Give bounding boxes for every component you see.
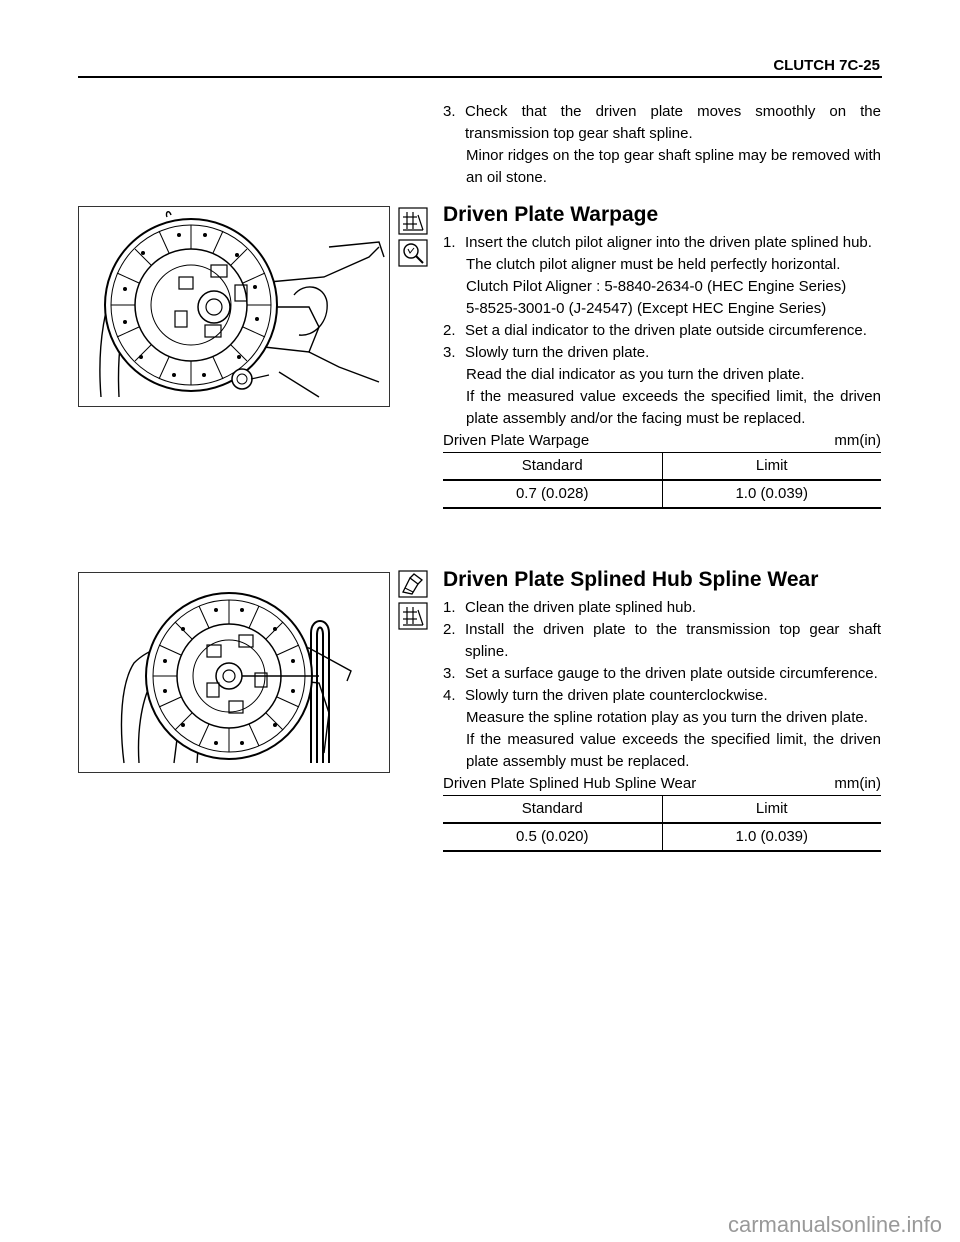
step-text: Set a surface gauge to the driven plate outside circumference. (465, 665, 878, 682)
step-text: Install the driven plate to the transmission top gear shaft spline. (465, 621, 881, 660)
spec-table-caption (443, 773, 881, 796)
table-row (443, 823, 881, 851)
spec-table (443, 796, 881, 852)
step-text: Insert the clutch pilot aligner into the driven plate splined hub. (465, 234, 872, 251)
spec-table (443, 453, 881, 509)
table-header: Standard (443, 453, 662, 480)
table-cell: 1.0 (0.039) (662, 823, 881, 851)
step-number: 2. (443, 621, 456, 638)
step-note: 5-8525-3001-0 (J-24547) (Except HEC Engine Series) (466, 300, 827, 317)
section-driven-plate-warpage (443, 201, 881, 509)
spec-table-caption (443, 430, 881, 453)
table-header-row (443, 453, 881, 480)
page-header (78, 56, 882, 78)
table-header: Limit (662, 796, 881, 823)
step-text: Check that the driven plate moves smoothly on the transmission top gear shaft spline. (465, 103, 881, 142)
spec-table-title: Driven Plate Splined Hub Spline Wear (443, 775, 697, 792)
disassembly-icon (398, 207, 428, 235)
table-cell: 0.5 (0.020) (443, 823, 662, 851)
spec-table-title: Driven Plate Warpage (443, 432, 590, 449)
cleaning-icon-graphic (398, 570, 428, 598)
inspection-icon-graphic (398, 239, 428, 267)
step-note: If the measured value exceeds the specified limit, the driven plate assembly and/or the facing must be replaced. (466, 388, 881, 427)
table-row (443, 480, 881, 508)
spline-wear-figure (78, 572, 390, 773)
section-heading: Driven Plate Warpage (443, 203, 659, 226)
cleaning-icon (398, 570, 428, 598)
table-cell: 1.0 (0.039) (662, 480, 881, 508)
step-number: 3. (443, 665, 456, 682)
table-header: Standard (443, 796, 662, 823)
disassembly-icon-graphic (398, 602, 428, 630)
table-header: Limit (662, 453, 881, 480)
step-number: 3. (443, 103, 456, 120)
step-note: The clutch pilot aligner must be held perfectly horizontal. (466, 256, 841, 273)
step-note: Measure the spline rotation play as you turn the driven plate. (466, 709, 868, 726)
step-number: 1. (443, 234, 456, 251)
spec-table-unit: mm(in) (834, 432, 881, 449)
watermark: carmanualsonline.info (727, 1212, 942, 1237)
step-text: Set a dial indicator to the driven plate outside circumference. (465, 322, 867, 339)
clutch-disc-surface-gauge-illustration (79, 573, 389, 772)
step-text: Slowly turn the driven plate. (465, 344, 650, 361)
disassembly-icon (398, 602, 428, 630)
inspection-icon (398, 239, 428, 267)
step-text: Slowly turn the driven plate counterclockwise. (465, 687, 768, 704)
table-cell: 0.7 (0.028) (443, 480, 662, 508)
spec-table-unit: mm(in) (834, 775, 881, 792)
step-number: 2. (443, 322, 456, 339)
step-note: If the measured value exceeds the specified limit, the driven plate assembly must be replaced. (466, 731, 881, 770)
step-note: Read the dial indicator as you turn the driven plate. (466, 366, 805, 383)
step-note: Clutch Pilot Aligner : 5-8840-2634-0 (HEC Engine Series) (466, 278, 847, 295)
intro-step (443, 101, 881, 189)
step-number: 1. (443, 599, 456, 616)
step-number: 3. (443, 344, 456, 361)
section-spline-wear (443, 566, 881, 852)
driven-plate-warpage-figure (78, 206, 390, 407)
table-header-row (443, 796, 881, 823)
step-number: 4. (443, 687, 456, 704)
step-note: Minor ridges on the top gear shaft spline may be removed with an oil stone. (466, 147, 881, 186)
step-text: Clean the driven plate splined hub. (465, 599, 696, 616)
page-title: CLUTCH 7C-25 (773, 57, 880, 74)
section-heading: Driven Plate Splined Hub Spline Wear (443, 568, 819, 591)
disassembly-icon-graphic (398, 207, 428, 235)
clutch-disc-dial-indicator-illustration (79, 207, 389, 406)
